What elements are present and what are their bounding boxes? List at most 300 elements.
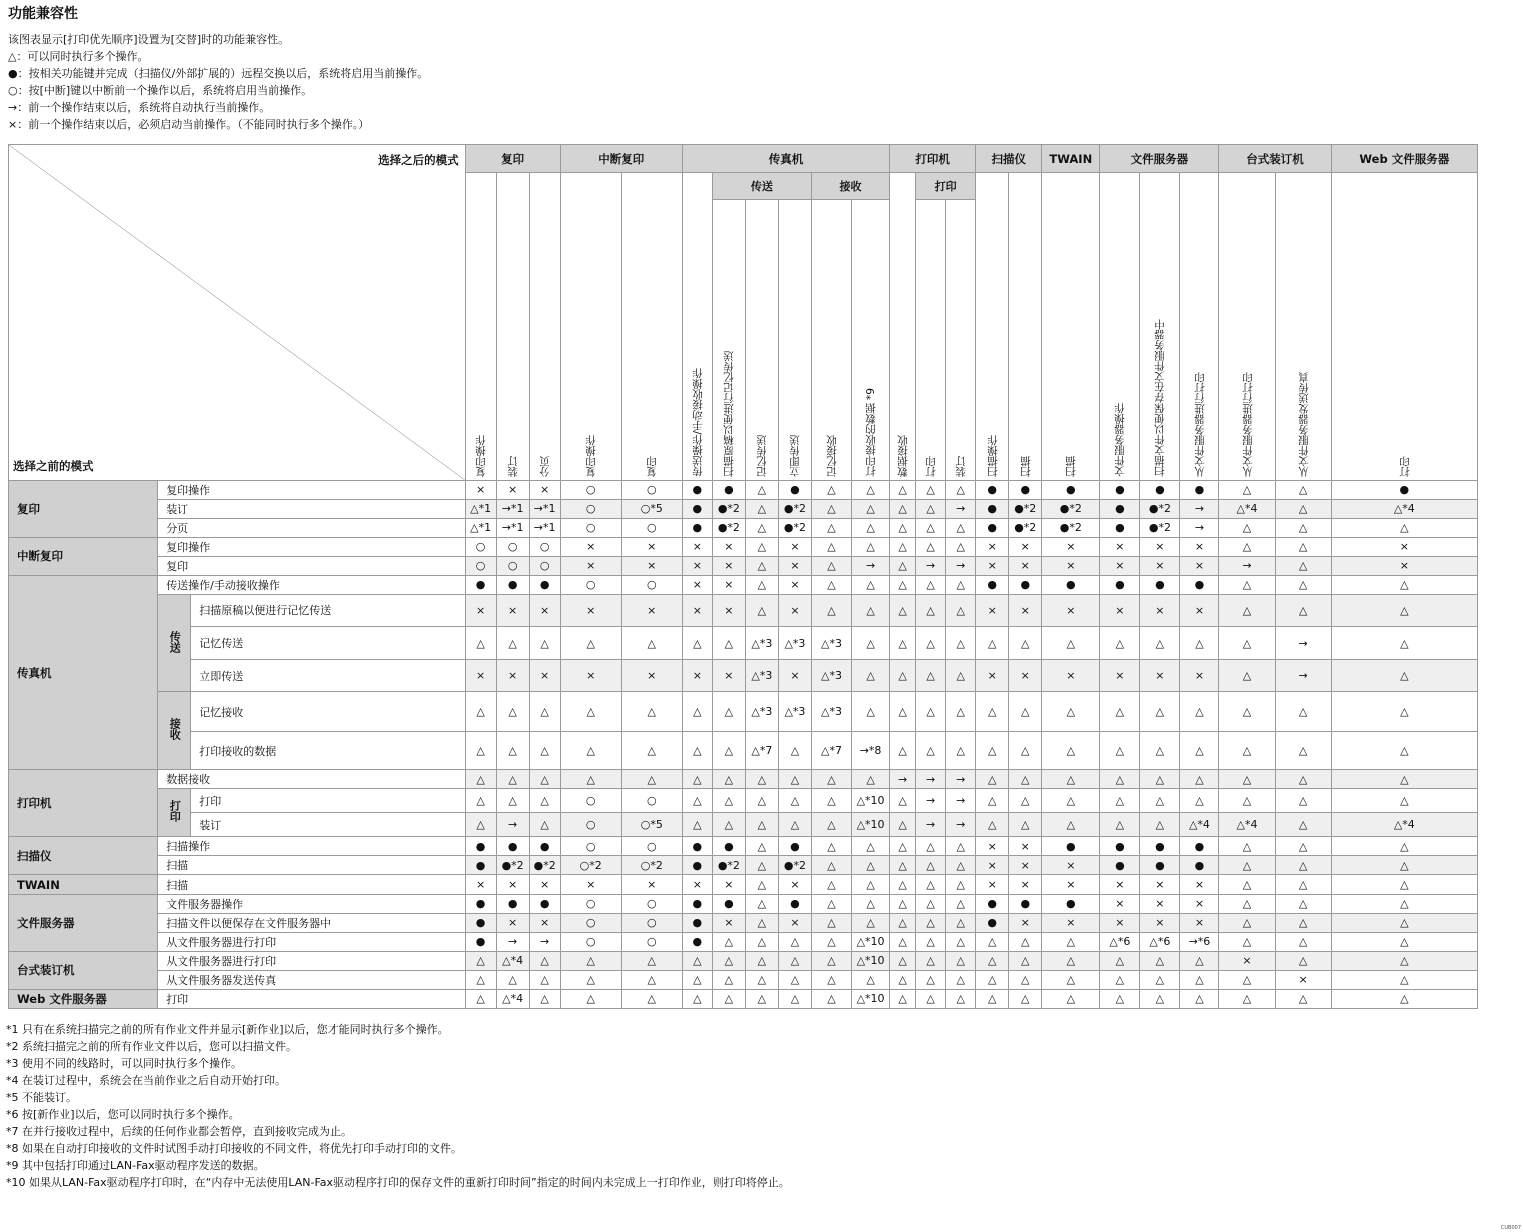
compat-cell: △: [1009, 627, 1042, 660]
table-row: [9, 813, 1478, 837]
compat-cell: △: [712, 789, 745, 813]
compat-cell: ×: [682, 556, 712, 575]
compat-cell: △: [465, 813, 496, 837]
legend-circle: ○：按[中断]键以中断前一个操作以后，系统将启用当前操作。: [8, 84, 313, 97]
compat-cell: △: [1331, 970, 1477, 989]
compat-cell: ●: [1100, 499, 1140, 518]
col-header: 从文件服务器进行打印: [1219, 173, 1275, 481]
footnote: *2 系统扫描完之前的所有作业文件以后，您可以扫描文件。: [6, 1040, 297, 1053]
row-group-label: 文件服务器: [9, 894, 158, 951]
compat-cell: ●: [1140, 837, 1180, 856]
compat-cell: △: [1042, 627, 1100, 660]
compat-cell: ●: [976, 518, 1009, 537]
compat-cell: ×: [1009, 660, 1042, 692]
compat-cell: △: [712, 989, 745, 1008]
compat-cell: →: [1219, 556, 1275, 575]
corner-diagonal: [9, 145, 465, 480]
compat-cell: △: [811, 594, 851, 626]
row-label: 装订: [158, 499, 465, 518]
compat-cell: ×: [976, 537, 1009, 556]
compat-cell: →*1: [496, 499, 529, 518]
compat-cell: ●*2: [496, 856, 529, 875]
compat-cell: △: [529, 951, 560, 970]
table-row: [9, 537, 1478, 556]
compat-cell: △: [712, 970, 745, 989]
compat-cell: ●*2: [1042, 518, 1100, 537]
compat-cell: △: [976, 789, 1009, 813]
compat-cell: △: [1275, 913, 1331, 932]
compat-cell: △: [1275, 894, 1331, 913]
col-header: 记忆接收: [811, 200, 851, 481]
compat-cell: △: [745, 856, 778, 875]
compat-cell: △: [811, 499, 851, 518]
row-label: 从文件服务器进行打印: [158, 932, 465, 951]
row-subgroup-label: [158, 594, 191, 691]
compat-cell: ○: [560, 894, 621, 913]
compat-cell: →: [946, 813, 976, 837]
compatibility-table: [8, 144, 1478, 1009]
compat-cell: →: [1275, 627, 1331, 660]
compat-cell: ×: [778, 913, 811, 932]
compat-cell: ●*2: [1042, 499, 1100, 518]
compat-cell: △: [712, 732, 745, 770]
compat-cell: ●: [1100, 480, 1140, 499]
table-row: [9, 732, 1478, 770]
compat-cell: ●*2: [529, 856, 560, 875]
compat-cell: △*4: [1180, 813, 1219, 837]
compat-cell: ●: [465, 894, 496, 913]
compat-cell: △: [778, 813, 811, 837]
compat-cell: △*4: [1219, 499, 1275, 518]
compat-cell: △: [852, 499, 890, 518]
table-row: [9, 932, 1478, 951]
compat-cell: △: [1331, 875, 1477, 894]
footnote: *3 使用不同的线路时，可以同时执行多个操作。: [6, 1057, 242, 1070]
compat-cell: →*1: [496, 518, 529, 537]
compat-cell: △: [852, 894, 890, 913]
compat-cell: ×: [712, 913, 745, 932]
compat-cell: △: [976, 951, 1009, 970]
compat-cell: △: [1331, 660, 1477, 692]
compat-cell: ×: [1042, 875, 1100, 894]
compat-cell: →*6: [1180, 932, 1219, 951]
table-row: [9, 789, 1478, 813]
compat-cell: ●: [1042, 837, 1100, 856]
compat-cell: △: [811, 575, 851, 594]
compat-cell: △*3: [811, 627, 851, 660]
compat-cell: △: [621, 989, 682, 1008]
compat-cell: ●: [496, 837, 529, 856]
compat-cell: △: [465, 770, 496, 789]
compat-cell: △: [682, 732, 712, 770]
compat-cell: △: [1331, 518, 1477, 537]
compat-cell: △: [811, 537, 851, 556]
compat-cell: △: [946, 837, 976, 856]
compat-cell: △: [811, 875, 851, 894]
compat-cell: △: [890, 789, 916, 813]
compat-cell: △: [712, 813, 745, 837]
compat-cell: ●: [1042, 480, 1100, 499]
compat-cell: △: [529, 970, 560, 989]
compat-cell: ×: [496, 660, 529, 692]
compat-cell: ×: [778, 556, 811, 575]
compat-cell: △: [1331, 989, 1477, 1008]
compat-cell: △: [1042, 813, 1100, 837]
compat-cell: △: [1140, 951, 1180, 970]
table-row: [9, 575, 1478, 594]
compat-cell: △: [1042, 732, 1100, 770]
compat-cell: ×: [465, 660, 496, 692]
compat-cell: ×: [1100, 594, 1140, 626]
compat-cell: ×: [1009, 875, 1042, 894]
compat-cell: ○*2: [621, 856, 682, 875]
compat-cell: △: [1275, 518, 1331, 537]
compat-cell: △: [916, 913, 946, 932]
compat-cell: ×: [682, 575, 712, 594]
compat-cell: ×: [1009, 537, 1042, 556]
compat-cell: ●: [529, 575, 560, 594]
compat-cell: △: [946, 875, 976, 894]
compat-cell: ●: [1180, 837, 1219, 856]
row-group-label: 打印机: [9, 770, 158, 837]
col-subgroup-send: 传送: [712, 173, 811, 200]
compat-cell: →: [852, 556, 890, 575]
compat-cell: ×: [1140, 537, 1180, 556]
compat-cell: △: [916, 932, 946, 951]
compat-cell: △: [560, 989, 621, 1008]
compat-cell: ●: [712, 837, 745, 856]
row-label: 扫描原稿以便进行记忆传送: [191, 594, 465, 626]
compat-cell: △: [529, 627, 560, 660]
compat-cell: ×: [976, 594, 1009, 626]
compat-cell: △: [745, 913, 778, 932]
compat-cell: ×: [560, 537, 621, 556]
compat-cell: △: [890, 575, 916, 594]
compat-cell: △: [811, 913, 851, 932]
compat-cell: △: [745, 989, 778, 1008]
compat-cell: △: [946, 932, 976, 951]
compat-cell: △: [916, 537, 946, 556]
compat-cell: ×: [1180, 913, 1219, 932]
compat-cell: △: [890, 594, 916, 626]
compat-cell: △: [916, 732, 946, 770]
col-header: 复印操作: [560, 173, 621, 481]
compat-cell: △: [778, 970, 811, 989]
compat-cell: ○: [560, 913, 621, 932]
compat-cell: △: [682, 789, 712, 813]
compat-cell: ●: [1180, 480, 1219, 499]
col-group-interrupt-copy: 中断复印: [560, 145, 682, 173]
compat-cell: △: [811, 932, 851, 951]
compat-cell: ×: [529, 875, 560, 894]
compat-cell: △: [1042, 932, 1100, 951]
compat-cell: △: [745, 951, 778, 970]
compat-cell: ×: [1100, 537, 1140, 556]
row-subgroup-label: [158, 692, 191, 770]
compat-cell: △: [1331, 932, 1477, 951]
compat-cell: ×: [465, 875, 496, 894]
compat-cell: ●: [465, 856, 496, 875]
compat-cell: ●: [496, 575, 529, 594]
compat-cell: △*1: [465, 518, 496, 537]
compat-cell: ×: [465, 480, 496, 499]
compat-cell: ●: [1100, 518, 1140, 537]
compat-cell: △: [1331, 627, 1477, 660]
compat-cell: ×: [976, 837, 1009, 856]
compat-cell: △: [1180, 627, 1219, 660]
row-subgroup-label: [158, 789, 191, 837]
compat-cell: △: [1219, 480, 1275, 499]
table-row: [9, 970, 1478, 989]
col-header: 立即传送: [778, 200, 811, 481]
compat-cell: △: [496, 627, 529, 660]
row-label: 从文件服务器进行打印: [158, 951, 465, 970]
compat-cell: △*1: [465, 499, 496, 518]
compat-cell: △*6: [1100, 932, 1140, 951]
compat-cell: △: [465, 627, 496, 660]
compat-cell: ●: [1180, 575, 1219, 594]
compat-cell: △: [1180, 770, 1219, 789]
compat-cell: △: [1331, 951, 1477, 970]
compat-cell: ×: [529, 480, 560, 499]
compat-cell: △: [1009, 770, 1042, 789]
compat-cell: △: [976, 932, 1009, 951]
compat-cell: ●: [1140, 480, 1180, 499]
compat-cell: △: [890, 499, 916, 518]
compat-cell: △: [1275, 875, 1331, 894]
compat-cell: ●: [976, 894, 1009, 913]
compat-cell: △: [1009, 932, 1042, 951]
compat-cell: △: [712, 951, 745, 970]
compat-cell: △: [811, 789, 851, 813]
compat-cell: →*1: [529, 518, 560, 537]
compat-cell: △: [529, 989, 560, 1008]
table-row: [9, 480, 1478, 499]
col-group-scanner: 扫描仪: [976, 145, 1042, 173]
compat-cell: →: [890, 770, 916, 789]
compat-cell: △: [1100, 627, 1140, 660]
compat-cell: ×: [1042, 660, 1100, 692]
compat-cell: ×: [712, 537, 745, 556]
compat-cell: ×: [778, 875, 811, 894]
compat-cell: △: [890, 537, 916, 556]
compat-cell: △: [682, 970, 712, 989]
compat-cell: ●: [682, 856, 712, 875]
compat-cell: △: [1009, 951, 1042, 970]
compat-cell: △: [1219, 732, 1275, 770]
compat-cell: ●: [682, 518, 712, 537]
compat-cell: △: [560, 732, 621, 770]
compat-cell: △: [1219, 837, 1275, 856]
row-label: 传送操作/手动接收操作: [158, 575, 465, 594]
col-group-fax: 传真机: [682, 145, 889, 173]
compat-cell: △: [1219, 537, 1275, 556]
compat-cell: △: [946, 970, 976, 989]
legend-dot: ●：按相关功能键并完成（扫描仪/外部扩展的）远程交换以后，系统将启用当前操作。: [8, 67, 429, 80]
compat-cell: △*3: [778, 627, 811, 660]
compat-cell: △: [946, 627, 976, 660]
compat-cell: △: [1219, 989, 1275, 1008]
after-mode-label: 选择之后的模式: [378, 153, 459, 167]
compat-cell: ●: [976, 480, 1009, 499]
compat-cell: ×: [1100, 556, 1140, 575]
compat-cell: ×: [1275, 970, 1331, 989]
row-group-label: 传真机: [9, 575, 158, 769]
table-row: [9, 951, 1478, 970]
compat-cell: △: [946, 913, 976, 932]
compat-cell: △: [560, 951, 621, 970]
compat-cell: △: [529, 813, 560, 837]
compat-cell: △*3: [745, 692, 778, 732]
compat-cell: △: [1331, 913, 1477, 932]
compat-cell: △*10: [852, 789, 890, 813]
compat-cell: △: [1180, 989, 1219, 1008]
compat-cell: △: [745, 837, 778, 856]
compat-cell: ×: [976, 875, 1009, 894]
compat-cell: →: [916, 770, 946, 789]
compat-cell: △: [1180, 692, 1219, 732]
compat-cell: ×: [778, 660, 811, 692]
compat-cell: △: [1100, 692, 1140, 732]
compat-cell: →: [946, 789, 976, 813]
compat-cell: →*8: [852, 732, 890, 770]
compat-cell: △: [890, 556, 916, 575]
compat-cell: ×: [1140, 594, 1180, 626]
compat-cell: △: [1275, 813, 1331, 837]
compat-cell: △: [745, 875, 778, 894]
compat-cell: △: [946, 537, 976, 556]
compat-cell: △: [745, 594, 778, 626]
compat-cell: △: [890, 692, 916, 732]
compat-cell: △: [1331, 732, 1477, 770]
compat-cell: △: [1042, 970, 1100, 989]
col-header: 分页: [529, 173, 560, 481]
compat-cell: △: [1219, 692, 1275, 732]
compat-cell: △: [976, 627, 1009, 660]
compat-cell: ○: [621, 575, 682, 594]
compat-cell: △: [811, 894, 851, 913]
row-label: 文件服务器操作: [158, 894, 465, 913]
compat-cell: △: [465, 970, 496, 989]
compat-cell: →*1: [529, 499, 560, 518]
table-row: [9, 875, 1478, 894]
compat-cell: ×: [1140, 913, 1180, 932]
col-header: 复印: [621, 173, 682, 481]
compat-cell: △: [852, 875, 890, 894]
col-header: 打印: [916, 200, 946, 481]
compat-cell: △: [560, 770, 621, 789]
compat-cell: △: [916, 875, 946, 894]
compat-cell: ●: [976, 575, 1009, 594]
compat-cell: ×: [529, 594, 560, 626]
compat-cell: ×: [1180, 875, 1219, 894]
col-header: 从文件服务器发送传真: [1275, 173, 1331, 481]
compat-cell: △: [916, 951, 946, 970]
row-subgroup-text: 传送: [168, 630, 182, 653]
compat-cell: △: [811, 556, 851, 575]
compat-cell: △: [1100, 770, 1140, 789]
compat-cell: ○: [621, 894, 682, 913]
row-label: 从文件服务器发送传真: [158, 970, 465, 989]
compat-cell: △: [1275, 789, 1331, 813]
compat-cell: ○: [560, 499, 621, 518]
compat-cell: △: [890, 970, 916, 989]
compat-cell: ×: [1180, 594, 1219, 626]
row-label: 分页: [158, 518, 465, 537]
compat-cell: △: [1009, 789, 1042, 813]
compat-cell: ●: [1331, 480, 1477, 499]
compat-cell: △: [1219, 894, 1275, 913]
compat-cell: →: [1275, 660, 1331, 692]
compat-cell: △: [1009, 732, 1042, 770]
compat-cell: △: [916, 499, 946, 518]
compat-cell: △: [811, 837, 851, 856]
compat-cell: △: [1140, 732, 1180, 770]
footnote: *7 在并行接收过程中，后续的任何作业都会暂停，直到接收完成为止。: [6, 1125, 352, 1138]
compat-cell: △: [1275, 575, 1331, 594]
footnote: *1 只有在系统扫描完之前的所有作业文件并显示[新作业]以后，您才能同时执行多个操作。: [6, 1023, 449, 1036]
compat-cell: ×: [1331, 556, 1477, 575]
compat-cell: △: [916, 692, 946, 732]
compat-cell: ●*2: [778, 856, 811, 875]
compat-cell: △: [1140, 970, 1180, 989]
compat-cell: △: [682, 989, 712, 1008]
compat-cell: △: [1275, 594, 1331, 626]
col-header: 数据接收: [890, 173, 916, 481]
compat-cell: ●: [682, 480, 712, 499]
compat-cell: ○: [621, 480, 682, 499]
compat-cell: △: [890, 627, 916, 660]
compat-cell: ×: [712, 660, 745, 692]
col-header: 记忆传送: [745, 200, 778, 481]
table-row: [9, 837, 1478, 856]
compat-cell: △*3: [811, 660, 851, 692]
compat-cell: △: [1100, 951, 1140, 970]
compat-cell: ×: [1100, 913, 1140, 932]
compat-cell: △: [1140, 692, 1180, 732]
compat-cell: ●: [1100, 856, 1140, 875]
row-subgroup-text: 接收: [168, 718, 182, 741]
compat-cell: △: [1140, 770, 1180, 789]
col-header: 打印接收的数据 *9: [852, 200, 890, 481]
compat-cell: △: [682, 951, 712, 970]
table-row: [9, 692, 1478, 732]
compat-cell: ×: [560, 660, 621, 692]
table-row: [9, 499, 1478, 518]
compat-cell: △: [682, 770, 712, 789]
table-row: [9, 594, 1478, 626]
compat-cell: △: [465, 732, 496, 770]
compat-cell: △: [529, 732, 560, 770]
compat-cell: △: [890, 989, 916, 1008]
compat-cell: △: [811, 970, 851, 989]
compat-cell: ×: [621, 875, 682, 894]
compat-cell: △: [496, 789, 529, 813]
compat-cell: ×: [1009, 837, 1042, 856]
compat-cell: △: [946, 518, 976, 537]
compat-cell: △: [1100, 970, 1140, 989]
compat-cell: △: [1009, 813, 1042, 837]
col-group-copy: 复印: [465, 145, 560, 173]
compat-cell: ○: [496, 556, 529, 575]
compat-cell: △: [852, 856, 890, 875]
compat-cell: △: [1275, 732, 1331, 770]
compat-cell: ●: [529, 894, 560, 913]
compat-cell: △: [1275, 989, 1331, 1008]
compat-cell: △: [1219, 913, 1275, 932]
compat-cell: △: [745, 789, 778, 813]
compat-cell: △*3: [745, 627, 778, 660]
